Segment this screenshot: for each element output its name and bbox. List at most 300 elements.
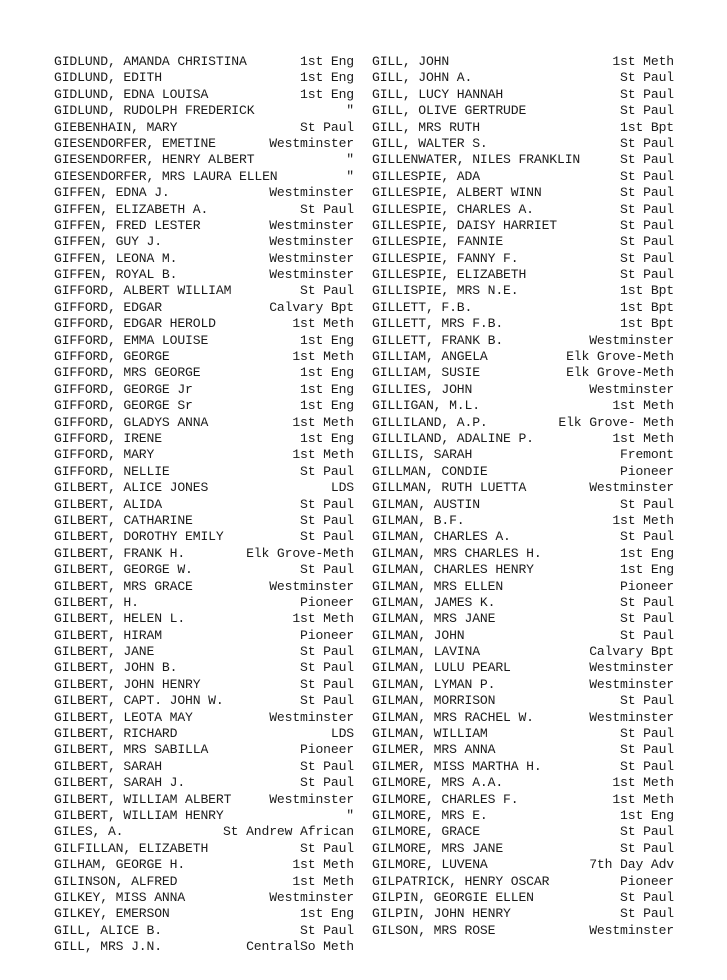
list-item bbox=[54, 70, 354, 86]
member-name: GIFFEN, FRED LESTER bbox=[54, 217, 201, 233]
list-item bbox=[372, 857, 674, 873]
member-name: GIFFORD, MRS GEORGE bbox=[54, 365, 201, 381]
list-item bbox=[372, 579, 674, 595]
member-name: GIFFORD, NELLIE bbox=[54, 463, 170, 479]
church-name: 1st Meth bbox=[292, 447, 354, 463]
member-name: GILBERT, RICHARD bbox=[54, 726, 178, 742]
church-name: 1st Meth bbox=[292, 857, 354, 873]
list-item bbox=[54, 398, 354, 414]
member-name: GIFFORD, IRENE bbox=[54, 430, 162, 446]
member-name: GILPATRICK, HENRY OSCAR bbox=[372, 873, 550, 889]
member-name: GILMORE, GRACE bbox=[372, 824, 480, 840]
member-name: GILBERT, HELEN L. bbox=[54, 611, 186, 627]
list-item bbox=[372, 103, 674, 119]
list-item bbox=[372, 693, 674, 709]
list-item bbox=[372, 447, 674, 463]
member-name: GIFFORD, EMMA LOUISE bbox=[54, 332, 209, 348]
church-name: Westminster bbox=[589, 332, 674, 348]
member-name: GILLETT, F.B. bbox=[372, 299, 473, 315]
church-name: St Paul bbox=[300, 562, 354, 578]
church-name: St Paul bbox=[300, 840, 354, 856]
member-name: GIDLUND, EDITH bbox=[54, 70, 162, 86]
member-name: GILBERT, HIRAM bbox=[54, 627, 162, 643]
list-item bbox=[372, 775, 674, 791]
church-name: 1st Meth bbox=[292, 414, 354, 430]
list-item bbox=[54, 283, 354, 299]
list-item bbox=[372, 120, 674, 136]
list-item bbox=[372, 202, 674, 218]
list-item bbox=[54, 890, 354, 906]
member-name: GILL, WALTER S. bbox=[372, 135, 488, 151]
member-name: GILBERT, SARAH bbox=[54, 758, 162, 774]
member-name: GILFILLAN, ELIZABETH bbox=[54, 840, 209, 856]
member-name: GILL, JOHN bbox=[372, 54, 450, 69]
church-name: 1st Eng bbox=[620, 562, 674, 578]
list-item bbox=[372, 300, 674, 316]
member-name: GILBERT, SARAH J. bbox=[54, 775, 186, 791]
member-name: GIFFORD, GEORGE Jr bbox=[54, 381, 193, 397]
church-name: St Paul bbox=[620, 201, 674, 217]
member-name: GILMAN, MRS RACHEL W. bbox=[372, 709, 534, 725]
member-name: GILLIES, JOHN bbox=[372, 381, 473, 397]
church-name: St Paul bbox=[300, 676, 354, 692]
member-name: GIDLUND, RUDOLPH FREDERICK bbox=[54, 103, 255, 119]
list-item bbox=[54, 185, 354, 201]
church-name: St Paul bbox=[300, 496, 354, 512]
member-name: GILBERT, MRS SABILLA bbox=[54, 742, 209, 758]
church-name: " bbox=[346, 168, 354, 184]
church-name: Westminster bbox=[589, 660, 674, 676]
list-item bbox=[372, 169, 674, 185]
member-name: GIESENDORFER, EMETINE bbox=[54, 135, 216, 151]
member-name: GILL, MRS J.N. bbox=[54, 939, 162, 955]
list-item bbox=[54, 939, 354, 955]
member-name: GILL, ALICE B. bbox=[54, 922, 162, 938]
list-item bbox=[372, 906, 674, 922]
list-item bbox=[372, 923, 674, 939]
list-item bbox=[372, 185, 674, 201]
member-name: GILPIN, JOHN HENRY bbox=[372, 906, 511, 922]
church-name: 1st Meth bbox=[612, 512, 674, 528]
church-name: Calvary Bpt bbox=[589, 644, 674, 660]
church-name: Calvary Bpt bbox=[269, 299, 354, 315]
member-name: GILMAN, WILLIAM bbox=[372, 726, 488, 742]
list-item bbox=[372, 464, 674, 480]
member-name: GILL, JOHN A. bbox=[372, 70, 473, 86]
church-name: St Paul bbox=[300, 529, 354, 545]
church-name: Westminster bbox=[269, 889, 354, 905]
list-item bbox=[372, 136, 674, 152]
list-item bbox=[54, 103, 354, 119]
list-item bbox=[372, 234, 674, 250]
church-name: St Paul bbox=[300, 119, 354, 135]
member-name: GILMAN, B.F. bbox=[372, 512, 465, 528]
member-name: GILMORE, LUVENA bbox=[372, 857, 488, 873]
list-item bbox=[372, 824, 674, 840]
list-item bbox=[372, 382, 674, 398]
church-name: CentralSo Meth bbox=[246, 939, 354, 955]
list-item bbox=[372, 497, 674, 513]
list-item bbox=[54, 808, 354, 824]
list-item bbox=[54, 349, 354, 365]
church-name: St Paul bbox=[620, 103, 674, 119]
member-name: GILMER, MISS MARTHA H. bbox=[372, 758, 542, 774]
church-name: 1st Eng bbox=[300, 906, 354, 922]
list-item bbox=[54, 841, 354, 857]
church-name: St Paul bbox=[620, 70, 674, 86]
member-name: GILLETT, MRS F.B. bbox=[372, 316, 504, 332]
member-name: GILLILAND, ADALINE P. bbox=[372, 430, 534, 446]
church-name: Westminster bbox=[589, 676, 674, 692]
list-item bbox=[54, 660, 354, 676]
church-name: 1st Bpt bbox=[620, 299, 674, 315]
member-name: GILBERT, JOHN HENRY bbox=[54, 676, 201, 692]
list-item bbox=[54, 644, 354, 660]
list-item bbox=[54, 579, 354, 595]
member-name: GILLESPIE, DAISY HARRIET bbox=[372, 217, 557, 233]
church-name: Westminster bbox=[269, 267, 354, 283]
list-item bbox=[372, 529, 674, 545]
list-item bbox=[372, 349, 674, 365]
church-name: 1st Bpt bbox=[620, 283, 674, 299]
list-item bbox=[54, 202, 354, 218]
church-name: St Paul bbox=[300, 693, 354, 709]
member-name: GIFFORD, EDGAR bbox=[54, 299, 162, 315]
list-item bbox=[54, 726, 354, 742]
church-name: LDS bbox=[330, 480, 354, 496]
member-name: GIDLUND, AMANDA CHRISTINA bbox=[54, 54, 247, 69]
church-name: Pioneer bbox=[300, 742, 354, 758]
church-name: Westminster bbox=[589, 922, 674, 938]
list-item bbox=[54, 234, 354, 250]
list-item bbox=[372, 513, 674, 529]
church-name: Pioneer bbox=[300, 594, 354, 610]
member-name: GILMAN, CHARLES HENRY bbox=[372, 562, 534, 578]
member-name: GILMAN, MORRISON bbox=[372, 693, 496, 709]
member-name: GILMAN, AUSTIN bbox=[372, 496, 480, 512]
member-name: GILLESPIE, ADA bbox=[372, 168, 480, 184]
list-item bbox=[54, 742, 354, 758]
member-name: GILLIAM, ANGELA bbox=[372, 349, 488, 365]
church-name: Elk Grove- Meth bbox=[558, 414, 674, 430]
member-name: GILBERT, ALICE JONES bbox=[54, 480, 209, 496]
member-name: GILLIS, SARAH bbox=[372, 447, 473, 463]
list-item bbox=[54, 365, 354, 381]
list-item bbox=[372, 841, 674, 857]
member-name: GILLIAM, SUSIE bbox=[372, 365, 480, 381]
member-name: GILBERT, LEOTA MAY bbox=[54, 709, 193, 725]
list-item bbox=[372, 628, 674, 644]
church-name: 1st Eng bbox=[620, 807, 674, 823]
church-name: St Paul bbox=[300, 922, 354, 938]
church-name: Fremont bbox=[620, 447, 674, 463]
list-item bbox=[54, 923, 354, 939]
church-name: Westminster bbox=[269, 709, 354, 725]
member-name: GILLMAN, RUTH LUETTA bbox=[372, 480, 527, 496]
church-name: Westminster bbox=[269, 578, 354, 594]
list-item bbox=[372, 283, 674, 299]
church-name: Elk Grove-Meth bbox=[566, 349, 674, 365]
list-item bbox=[372, 87, 674, 103]
list-item bbox=[54, 267, 354, 283]
list-item bbox=[372, 677, 674, 693]
member-name: GIFFORD, MARY bbox=[54, 447, 155, 463]
member-name: GILL, OLIVE GERTRUDE bbox=[372, 103, 527, 119]
member-name: GILBERT, CAPT. JOHN W. bbox=[54, 693, 224, 709]
list-item bbox=[54, 480, 354, 496]
list-item bbox=[372, 792, 674, 808]
list-item bbox=[54, 562, 354, 578]
church-name: 1st Meth bbox=[612, 791, 674, 807]
church-name: St Paul bbox=[620, 824, 674, 840]
list-item bbox=[54, 611, 354, 627]
list-item bbox=[54, 87, 354, 103]
church-name: St Paul bbox=[620, 693, 674, 709]
member-name: GILLESPIE, CHARLES A. bbox=[372, 201, 534, 217]
list-item bbox=[372, 251, 674, 267]
list-item bbox=[54, 54, 354, 70]
church-name: Elk Grove-Meth bbox=[246, 545, 354, 561]
church-name: 1st Eng bbox=[300, 332, 354, 348]
church-name: 1st Eng bbox=[620, 545, 674, 561]
church-name: Westminster bbox=[589, 381, 674, 397]
member-name: GILMAN, MRS CHARLES H. bbox=[372, 545, 542, 561]
list-item bbox=[372, 742, 674, 758]
church-name: 1st Eng bbox=[300, 398, 354, 414]
list-item bbox=[54, 775, 354, 791]
church-name: St Paul bbox=[300, 758, 354, 774]
church-name: St Paul bbox=[620, 234, 674, 250]
church-name: 1st Eng bbox=[300, 365, 354, 381]
list-item bbox=[54, 595, 354, 611]
member-name: GILMORE, MRS JANE bbox=[372, 840, 504, 856]
member-name: GIESENDORFER, MRS LAURA ELLEN bbox=[54, 168, 278, 184]
member-name: GILBERT, DOROTHY EMILY bbox=[54, 529, 224, 545]
list-item bbox=[372, 316, 674, 332]
member-name: GIFFEN, LEONA M. bbox=[54, 250, 178, 266]
member-name: GILBERT, CATHARINE bbox=[54, 512, 193, 528]
church-name: " bbox=[346, 152, 354, 168]
member-name: GILLESPIE, FANNY F. bbox=[372, 250, 519, 266]
church-name: 7th Day Adv bbox=[589, 857, 674, 873]
list-item bbox=[54, 677, 354, 693]
member-name: GIFFORD, GEORGE Sr bbox=[54, 398, 193, 414]
list-item bbox=[54, 513, 354, 529]
member-name: GILL, MRS RUTH bbox=[372, 119, 480, 135]
member-name: GIFFEN, EDNA J. bbox=[54, 185, 170, 201]
church-name: Pioneer bbox=[300, 627, 354, 643]
member-name: GILMORE, CHARLES F. bbox=[372, 791, 519, 807]
member-name: GILLESPIE, FANNIE bbox=[372, 234, 504, 250]
list-item bbox=[54, 464, 354, 480]
member-name: GILES, A. bbox=[54, 824, 124, 840]
list-item bbox=[54, 218, 354, 234]
member-name: GILBERT, FRANK H. bbox=[54, 545, 186, 561]
church-name: 1st Meth bbox=[292, 349, 354, 365]
church-name: " bbox=[346, 807, 354, 823]
church-name: St Paul bbox=[620, 742, 674, 758]
church-name: St Paul bbox=[620, 135, 674, 151]
church-name: 1st Meth bbox=[292, 316, 354, 332]
list-item bbox=[54, 710, 354, 726]
list-item bbox=[372, 398, 674, 414]
member-name: GILLESPIE, ELIZABETH bbox=[372, 267, 527, 283]
list-item bbox=[372, 333, 674, 349]
church-name: St Paul bbox=[620, 726, 674, 742]
church-name: Westminster bbox=[269, 217, 354, 233]
church-name: St Paul bbox=[620, 152, 674, 168]
member-name: GIFFEN, ELIZABETH A. bbox=[54, 201, 209, 217]
church-name: Pioneer bbox=[620, 463, 674, 479]
list-item bbox=[372, 431, 674, 447]
member-name: GILMAN, LAVINA bbox=[372, 644, 480, 660]
list-item bbox=[372, 660, 674, 676]
church-name: 1st Eng bbox=[300, 70, 354, 86]
list-item bbox=[54, 333, 354, 349]
church-name: St Paul bbox=[300, 201, 354, 217]
church-name: St Paul bbox=[300, 512, 354, 528]
list-item bbox=[54, 906, 354, 922]
list-item bbox=[372, 415, 674, 431]
church-name: St Andrew African bbox=[222, 824, 354, 840]
member-name: GIFFORD, EDGAR HEROLD bbox=[54, 316, 216, 332]
list-item bbox=[54, 857, 354, 873]
church-name: St Paul bbox=[620, 627, 674, 643]
church-name: St Paul bbox=[620, 611, 674, 627]
church-name: Westminster bbox=[269, 791, 354, 807]
church-name: St Paul bbox=[300, 644, 354, 660]
member-name: GILMER, MRS ANNA bbox=[372, 742, 496, 758]
member-name: GILBERT, WILLIAM ALBERT bbox=[54, 791, 232, 807]
member-name: GILLIGAN, M.L. bbox=[372, 398, 480, 414]
list-item bbox=[54, 152, 354, 168]
list-item bbox=[54, 529, 354, 545]
member-name: GILLETT, FRANK B. bbox=[372, 332, 504, 348]
list-item bbox=[372, 54, 674, 70]
member-name: GILBERT, ALIDA bbox=[54, 496, 162, 512]
church-name: Pioneer bbox=[620, 873, 674, 889]
list-item bbox=[372, 710, 674, 726]
list-item bbox=[54, 300, 354, 316]
member-name: GILMAN, JOHN bbox=[372, 627, 465, 643]
member-name: GILLENWATER, NILES FRANKLIN bbox=[372, 152, 581, 168]
list-item bbox=[54, 120, 354, 136]
member-name: GILMAN, LYMAN P. bbox=[372, 676, 496, 692]
church-name: St Paul bbox=[620, 267, 674, 283]
member-name: GILPIN, GEORGIE ELLEN bbox=[372, 889, 534, 905]
list-item bbox=[372, 70, 674, 86]
member-name: GILHAM, GEORGE H. bbox=[54, 857, 186, 873]
church-name: 1st Meth bbox=[612, 430, 674, 446]
church-name: " bbox=[346, 103, 354, 119]
church-name: Westminster bbox=[589, 480, 674, 496]
list-item bbox=[372, 218, 674, 234]
church-name: 1st Eng bbox=[300, 86, 354, 102]
church-name: Westminster bbox=[269, 185, 354, 201]
list-item bbox=[54, 628, 354, 644]
list-item bbox=[372, 644, 674, 660]
member-name: GILLISPIE, MRS N.E. bbox=[372, 283, 519, 299]
church-name: St Paul bbox=[620, 168, 674, 184]
member-name: GIFFORD, GLADYS ANNA bbox=[54, 414, 209, 430]
member-name: GILMORE, MRS E. bbox=[372, 807, 488, 823]
list-item bbox=[372, 874, 674, 890]
church-name: 1st Eng bbox=[300, 54, 354, 69]
church-name: 1st Meth bbox=[292, 611, 354, 627]
church-name: Westminster bbox=[269, 250, 354, 266]
list-item bbox=[54, 136, 354, 152]
list-item bbox=[372, 611, 674, 627]
list-item bbox=[372, 267, 674, 283]
church-name: Westminster bbox=[269, 234, 354, 250]
church-name: 1st Meth bbox=[612, 775, 674, 791]
church-name: St Paul bbox=[620, 758, 674, 774]
member-name: GILMAN, CHARLES A. bbox=[372, 529, 511, 545]
church-name: St Paul bbox=[300, 775, 354, 791]
member-name: GILSON, MRS ROSE bbox=[372, 922, 496, 938]
church-name: St Paul bbox=[620, 889, 674, 905]
list-item bbox=[372, 808, 674, 824]
member-name: GIESENDORFER, HENRY ALBERT bbox=[54, 152, 255, 168]
member-name: GIFFORD, GEORGE bbox=[54, 349, 170, 365]
member-name: GILLMAN, CONDIE bbox=[372, 463, 488, 479]
church-name: 1st Eng bbox=[300, 381, 354, 397]
church-name: St Paul bbox=[620, 86, 674, 102]
member-name: GILMAN, MRS ELLEN bbox=[372, 578, 504, 594]
church-name: St Paul bbox=[620, 594, 674, 610]
list-item bbox=[372, 480, 674, 496]
church-name: St Paul bbox=[620, 185, 674, 201]
church-name: St Paul bbox=[300, 660, 354, 676]
list-item bbox=[54, 316, 354, 332]
list-item bbox=[372, 759, 674, 775]
church-name: St Paul bbox=[620, 217, 674, 233]
list-item bbox=[54, 251, 354, 267]
list-item bbox=[54, 693, 354, 709]
list-item bbox=[54, 792, 354, 808]
church-name: St Paul bbox=[620, 906, 674, 922]
member-name: GILKEY, EMERSON bbox=[54, 906, 170, 922]
member-name: GIFFEN, ROYAL B. bbox=[54, 267, 178, 283]
list-item bbox=[54, 382, 354, 398]
member-name: GILBERT, JANE bbox=[54, 644, 155, 660]
member-name: GILBERT, MRS GRACE bbox=[54, 578, 193, 594]
member-name: GILBERT, WILLIAM HENRY bbox=[54, 807, 224, 823]
church-name: 1st Meth bbox=[292, 873, 354, 889]
list-item bbox=[372, 726, 674, 742]
church-name: 1st Meth bbox=[612, 54, 674, 69]
list-item bbox=[372, 890, 674, 906]
list-item bbox=[54, 497, 354, 513]
list-item bbox=[54, 546, 354, 562]
member-name: GILKEY, MISS ANNA bbox=[54, 889, 186, 905]
list-item bbox=[372, 595, 674, 611]
member-name: GIDLUND, EDNA LOUISA bbox=[54, 86, 209, 102]
member-name: GIFFEN, GUY J. bbox=[54, 234, 162, 250]
list-item bbox=[54, 759, 354, 775]
church-name: St Paul bbox=[620, 496, 674, 512]
church-name: 1st Bpt bbox=[620, 316, 674, 332]
church-name: LDS bbox=[330, 726, 354, 742]
member-name: GILMAN, LULU PEARL bbox=[372, 660, 511, 676]
list-item bbox=[372, 562, 674, 578]
church-name: St Paul bbox=[620, 250, 674, 266]
member-name: GILBERT, JOHN B. bbox=[54, 660, 178, 676]
list-item bbox=[54, 874, 354, 890]
church-name: St Paul bbox=[620, 529, 674, 545]
right-column bbox=[372, 54, 674, 939]
church-name: St Paul bbox=[300, 463, 354, 479]
